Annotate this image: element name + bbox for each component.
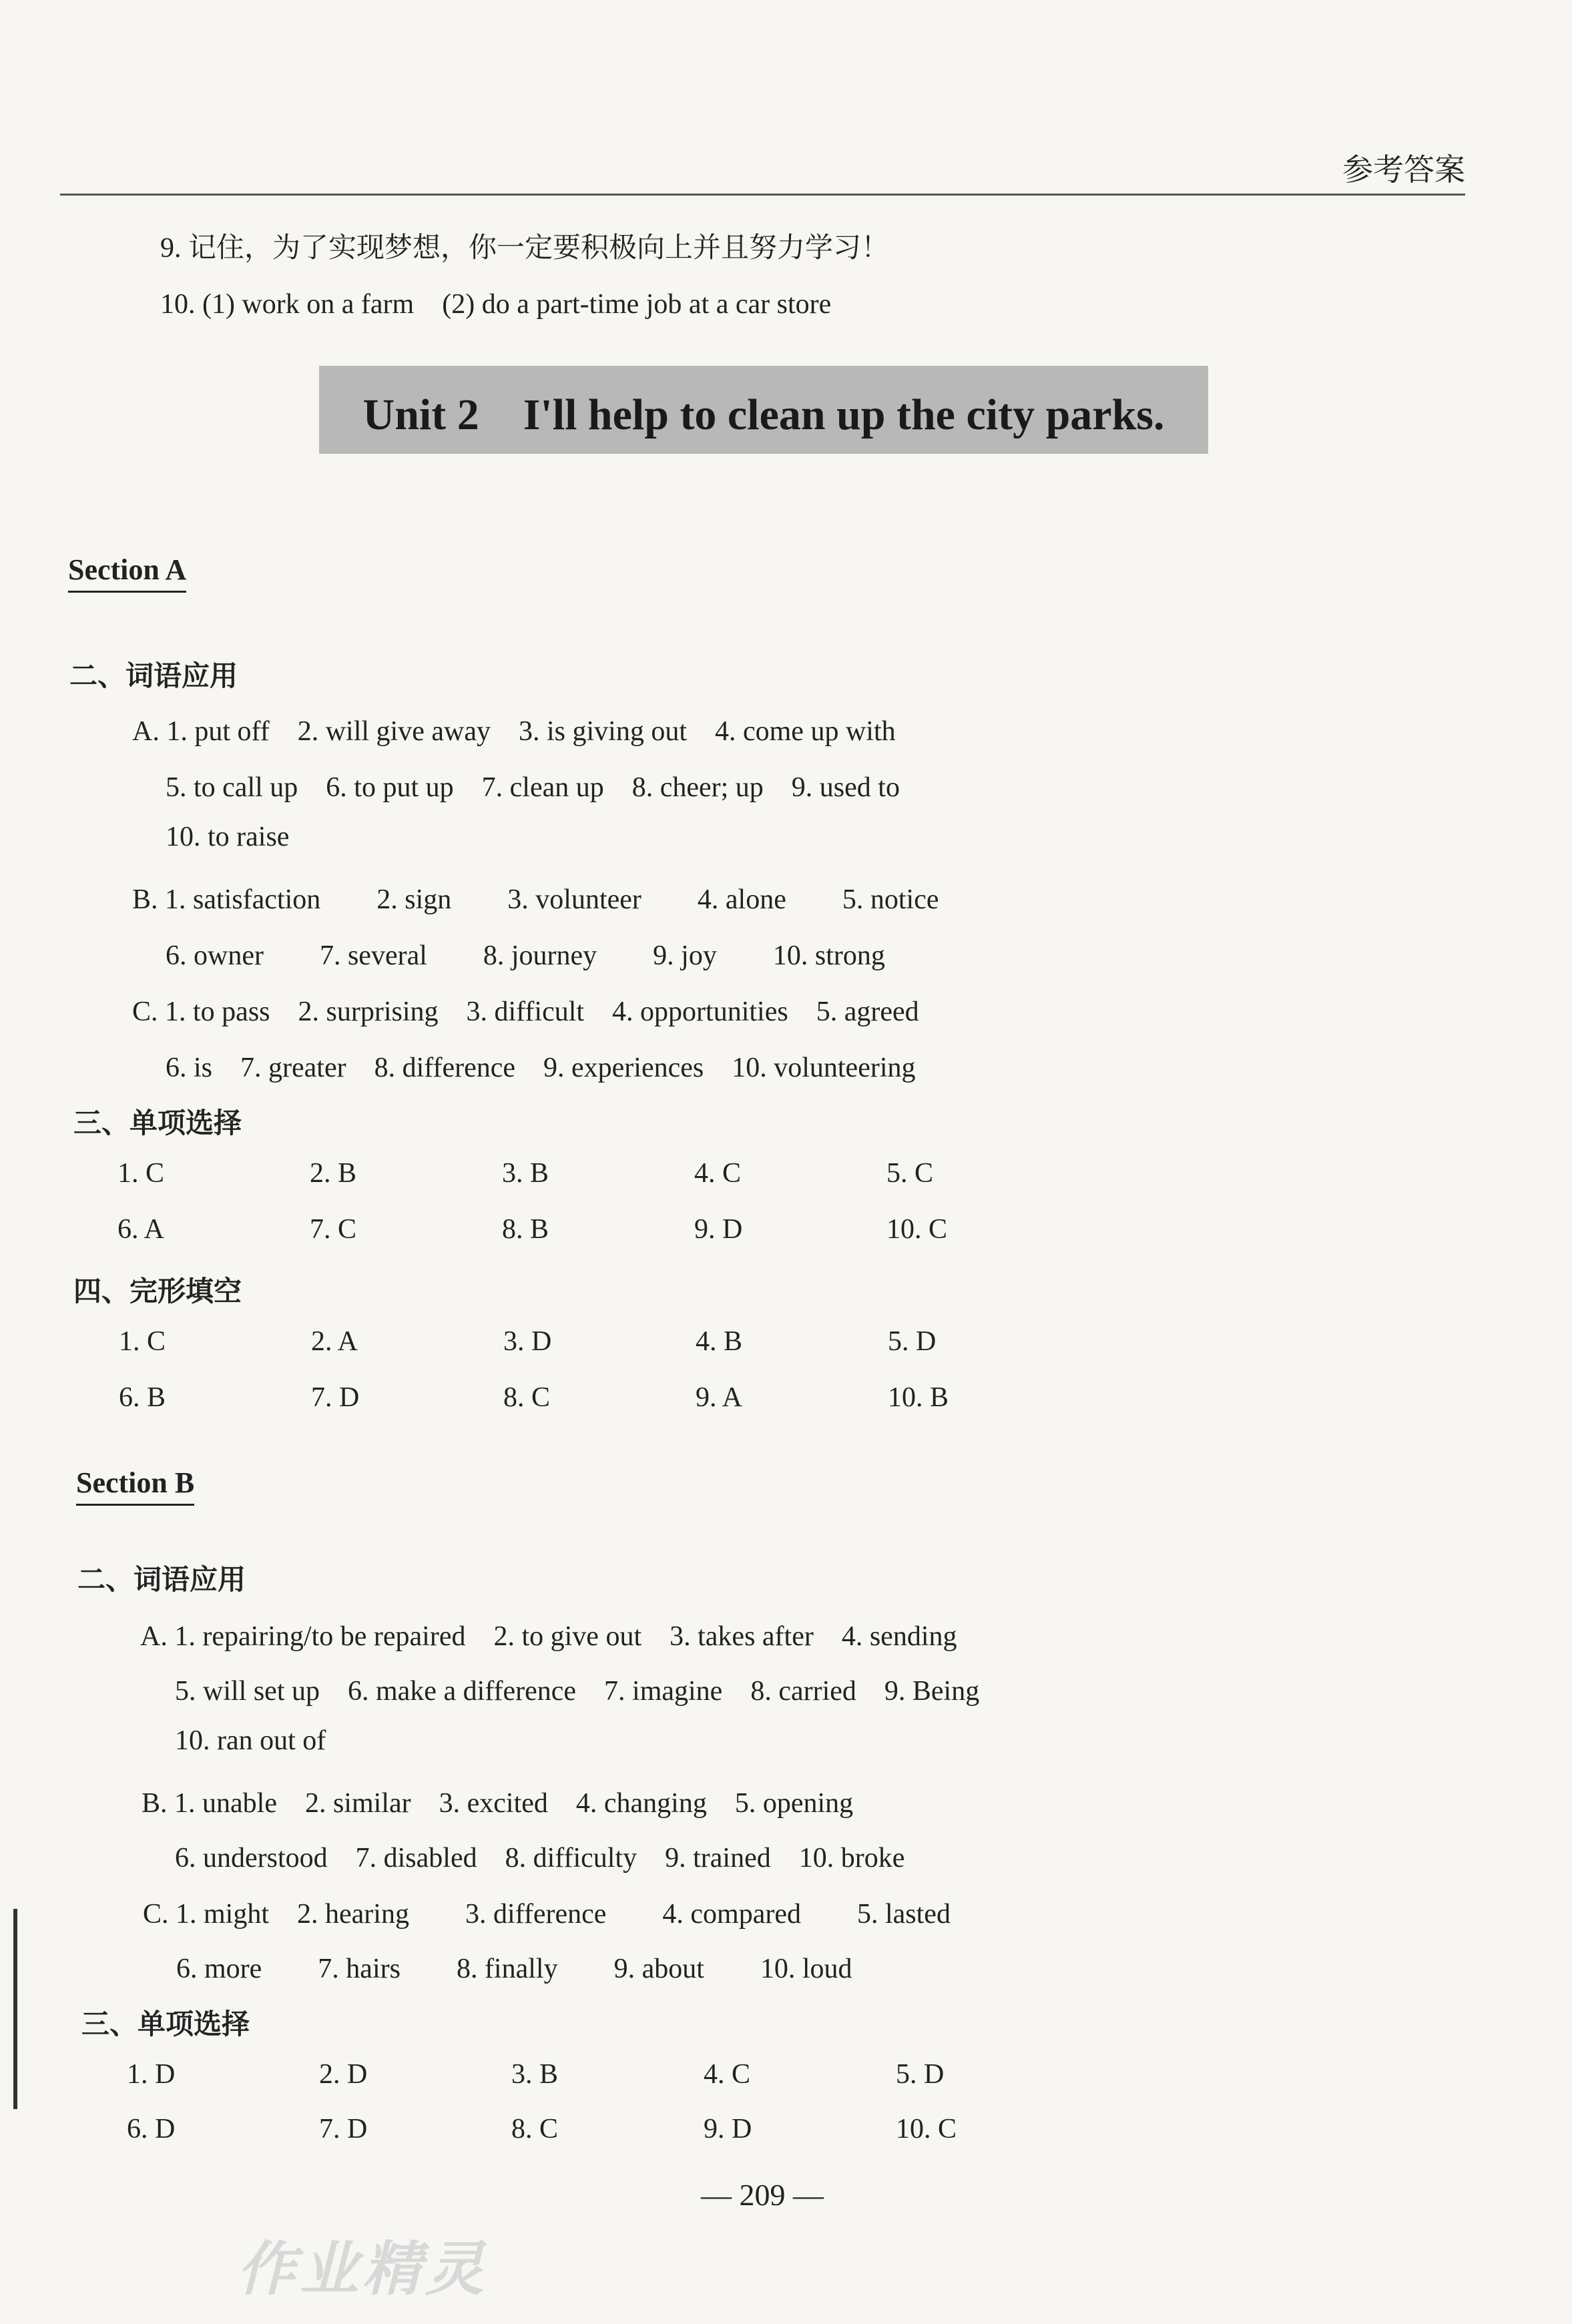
answer-cell: 2. B — [310, 1158, 357, 1189]
answer-cell: 5. D — [888, 1326, 937, 1357]
answer-cell: 4. C — [694, 1158, 742, 1189]
answer-cell: 10. C — [886, 1214, 948, 1245]
unit-title-banner: Unit 2 I'll help to clean up the city parks. — [319, 366, 1208, 454]
answer-cell: 6. B — [119, 1382, 166, 1413]
answer-cell: 8. C — [503, 1382, 551, 1413]
answer-cell: 2. D — [319, 2059, 368, 2090]
section-b-choice-head: 三、单项选择 — [81, 2008, 250, 2040]
section-a-title: Section A — [68, 553, 186, 593]
answer-line: A. 1. put off 2. will give away 3. is giving out 4. come up with — [132, 716, 896, 747]
answer-cell: 4. B — [696, 1326, 743, 1357]
answer-row — [117, 1213, 1079, 1245]
answer-cell: 6. D — [127, 2114, 176, 2144]
answer-line: 9. 记住，为了实现梦想，你一定要积极向上并且努力学习！ — [160, 233, 890, 264]
answer-row — [127, 2113, 1088, 2145]
answer-cell: 10. C — [896, 2114, 957, 2144]
answer-cell: 9. D — [704, 2114, 752, 2144]
running-header: 参考答案 — [1342, 152, 1465, 188]
answer-cell: 4. C — [704, 2059, 751, 2090]
answer-line: 6. owner 7. several 8. journey 9. joy 10. strong — [166, 940, 885, 971]
answer-cell: 3. B — [502, 1158, 549, 1189]
answer-line: B. 1. unable 2. similar 3. excited 4. changing 5. opening — [142, 1788, 854, 1819]
answer-cell: 5. D — [896, 2059, 945, 2090]
answer-row — [127, 2058, 1088, 2090]
binding-margin-mark — [13, 1909, 17, 2109]
answer-line: 5. will set up 6. make a difference 7. imagine 8. carried 9. Being — [175, 1676, 980, 1707]
answer-cell: 1. C — [117, 1158, 165, 1189]
section-a-vocab-head: 二、词语应用 — [69, 659, 238, 692]
answer-cell: 9. D — [694, 1214, 743, 1245]
answer-line: 10. ran out of — [175, 1725, 326, 1756]
page-number: — 209 — — [701, 2178, 824, 2212]
answer-line: 10. to raise — [166, 822, 290, 852]
answer-line: 6. more 7. hairs 8. finally 9. about 10. loud — [176, 1954, 852, 1984]
answer-line: 10. (1) work on a farm (2) do a part-time job at a car store — [160, 289, 832, 320]
answer-cell: 7. D — [311, 1382, 360, 1413]
section-a-cloze-head: 四、完形填空 — [73, 1275, 242, 1308]
answer-line: 6. is 7. greater 8. difference 9. experiences 10. volunteering — [166, 1053, 916, 1083]
answer-cell: 9. A — [696, 1382, 743, 1413]
answer-cell: 8. C — [511, 2114, 559, 2144]
answer-line: B. 1. satisfaction 2. sign 3. volunteer 4. alone 5. notice — [132, 884, 939, 915]
header-rule — [60, 194, 1465, 196]
answer-cell: 1. D — [127, 2059, 176, 2090]
answer-line: 5. to call up 6. to put up 7. clean up 8. cheer; up 9. used to — [166, 772, 900, 803]
answer-cell: 7. D — [319, 2114, 368, 2144]
answer-line: A. 1. repairing/to be repaired 2. to give out 3. takes after 4. sending — [140, 1621, 957, 1652]
answer-cell: 8. B — [502, 1214, 549, 1245]
answer-cell: 10. B — [888, 1382, 949, 1413]
answer-cell: 3. B — [511, 2059, 559, 2090]
watermark: 作业精灵 — [237, 2235, 489, 2303]
section-a-choice-head: 三、单项选择 — [73, 1107, 242, 1139]
answer-cell: 1. C — [119, 1326, 166, 1357]
answer-line: C. 1. might 2. hearing 3. difference 4. compared 5. lasted — [143, 1899, 951, 1930]
answer-row — [117, 1157, 1079, 1189]
answer-row — [119, 1326, 1080, 1358]
answer-line: 6. understood 7. disabled 8. difficulty 9. trained 10. broke — [175, 1843, 905, 1873]
answer-cell: 2. A — [311, 1326, 358, 1357]
answer-row — [119, 1382, 1080, 1414]
answer-cell: 3. D — [503, 1326, 552, 1357]
answer-cell: 7. C — [310, 1214, 357, 1245]
section-b-title: Section B — [76, 1466, 194, 1506]
answer-cell: 6. A — [117, 1214, 165, 1245]
section-b-vocab-head: 二、词语应用 — [77, 1563, 246, 1596]
answer-line: C. 1. to pass 2. surprising 3. difficult 4. opportunities 5. agreed — [132, 996, 919, 1027]
answer-cell: 5. C — [886, 1158, 934, 1189]
